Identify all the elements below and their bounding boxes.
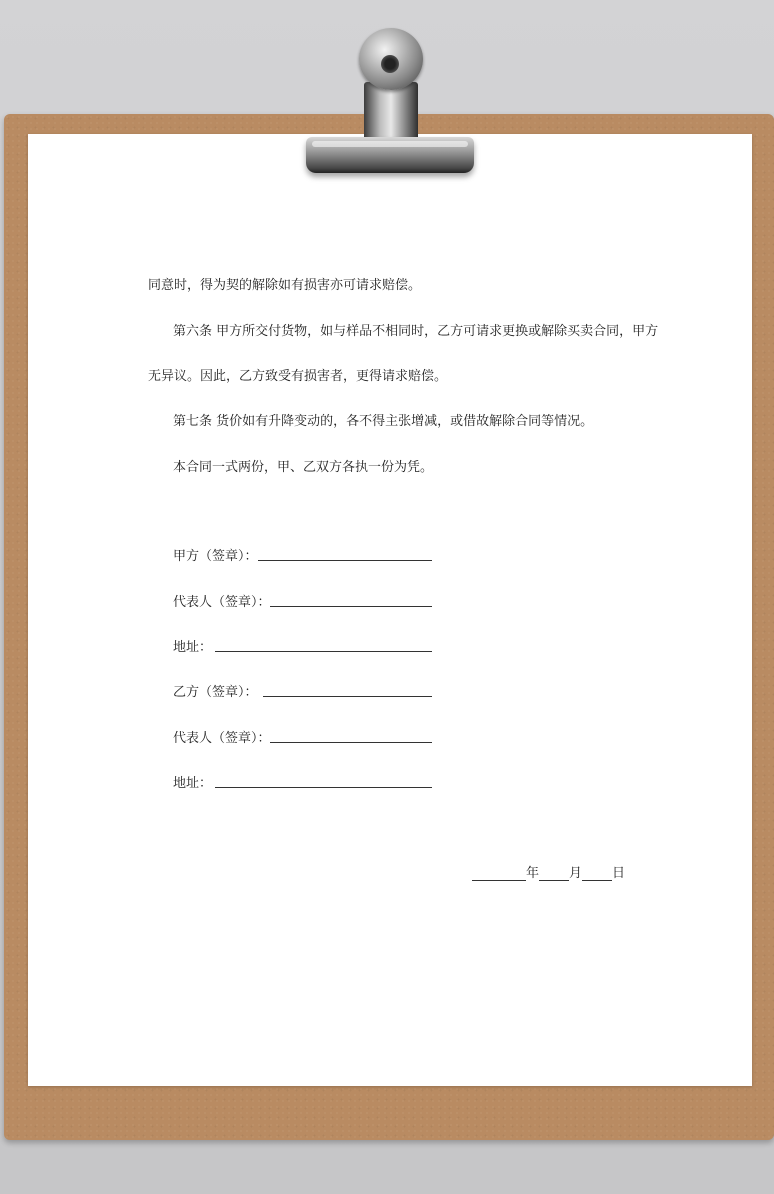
party-a-representative-field[interactable] <box>270 606 432 607</box>
party-a-seal-field[interactable] <box>258 560 432 561</box>
party-b-address-label: 地址： <box>173 776 213 791</box>
party-a-representative-label: 代表人（签章）： <box>173 595 271 610</box>
party-b-seal-field[interactable] <box>263 696 432 697</box>
paragraph-line: 无异议。因此，乙方致受有损害者，更得请求赔偿。 <box>148 369 448 384</box>
party-a-seal-label: 甲方（签章）： <box>173 549 258 564</box>
year-blank[interactable] <box>472 866 526 881</box>
paragraph-line: 同意时，得为契的解除如有损害亦可请求赔偿。 <box>148 278 422 293</box>
party-b-representative-field[interactable] <box>270 742 432 743</box>
year-label: 年 <box>526 866 540 881</box>
party-a-address-label: 地址： <box>173 640 213 655</box>
day-blank[interactable] <box>582 866 612 881</box>
party-b-address-field[interactable] <box>215 787 432 788</box>
month-label: 月 <box>569 866 583 881</box>
paragraph-line: 第六条 甲方所交付货物，如与样品不相同时，乙方可请求更换或解除买卖合同，甲方 <box>173 324 659 339</box>
party-b-seal-label: 乙方（签章）： <box>173 685 258 700</box>
paragraph-line: 第七条 货价如有升降变动的，各不得主张增减，或借故解除合同等情况。 <box>173 414 594 429</box>
day-label: 日 <box>612 866 626 881</box>
party-a-address-field[interactable] <box>215 651 432 652</box>
month-blank[interactable] <box>539 866 569 881</box>
party-b-representative-label: 代表人（签章）： <box>173 731 271 746</box>
signing-date <box>472 862 625 881</box>
paragraph-line: 本合同一式两份，甲、乙双方各执一份为凭。 <box>173 460 434 475</box>
